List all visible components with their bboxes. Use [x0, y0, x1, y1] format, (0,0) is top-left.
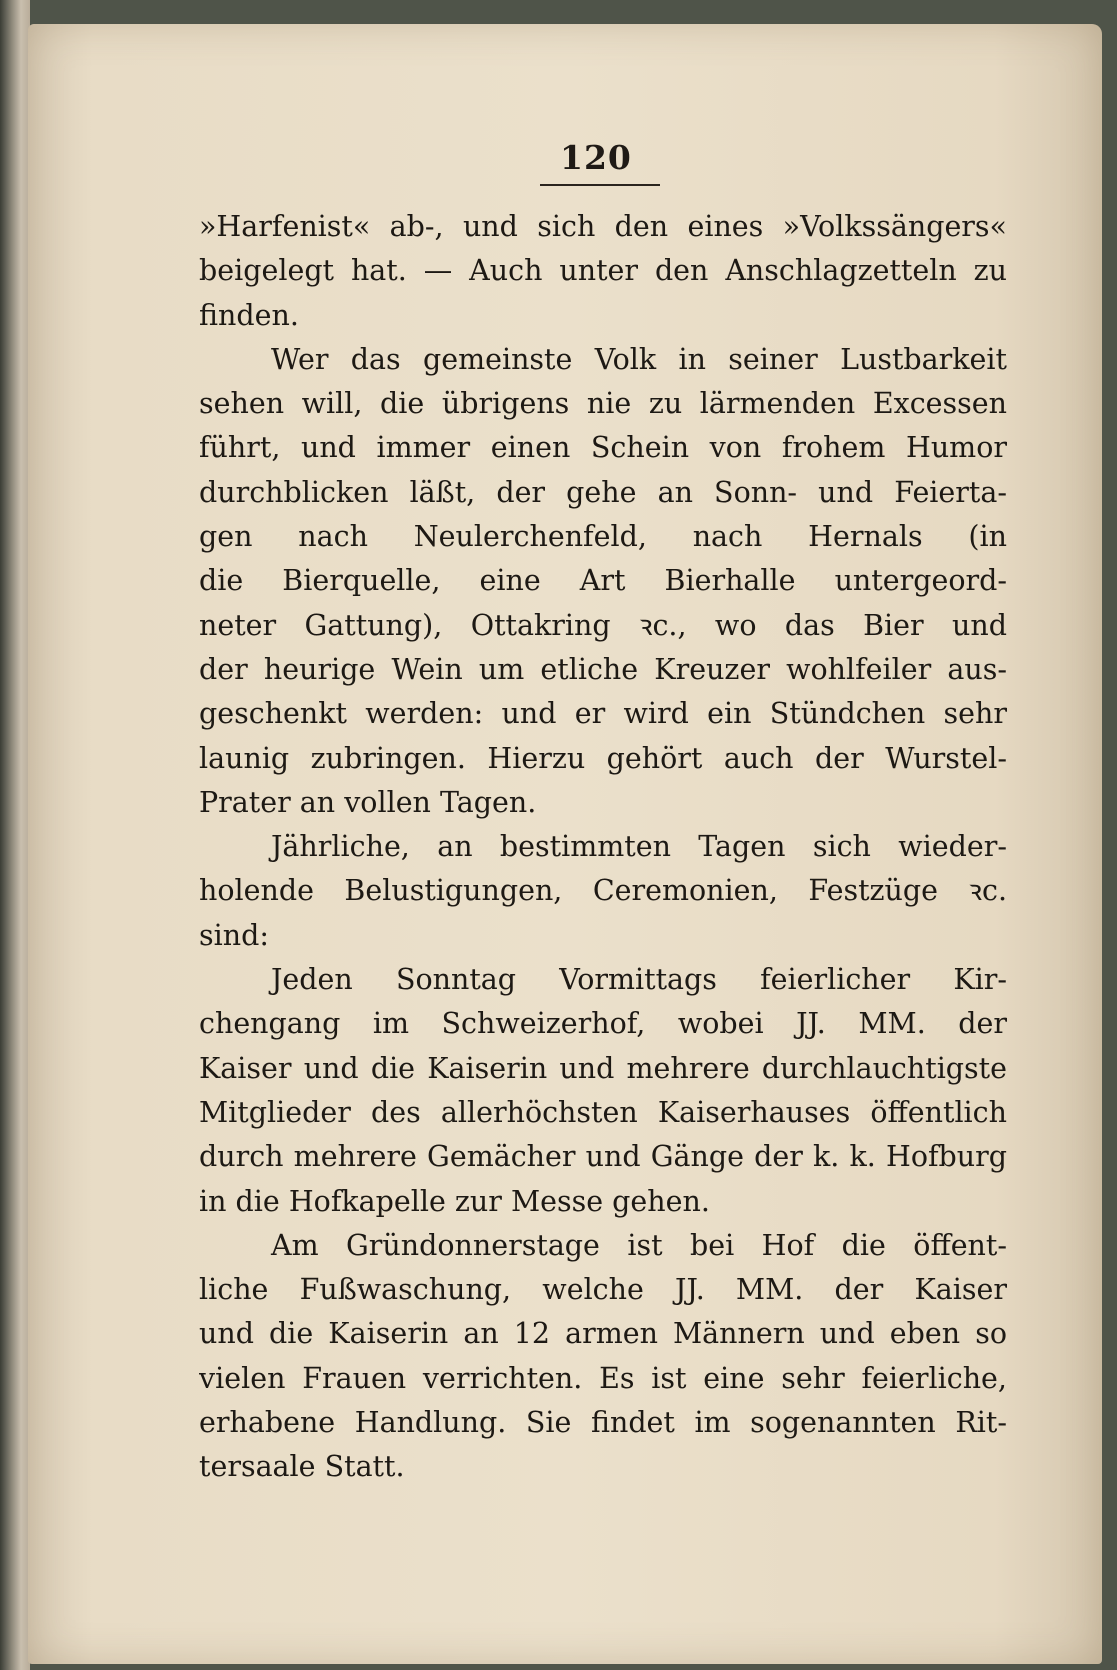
text-line: Wer das gemeinste Volk in seiner Lustbarkeit [271, 342, 1007, 376]
text-line: finden. [199, 298, 299, 332]
text-line: Prater an vollen Tagen. [199, 785, 537, 819]
text-line: gen nach Neulerchenfeld, nach Hernals (in [199, 520, 1007, 554]
text-line: Jährliche, an bestimmten Tagen sich wieder- [271, 830, 1007, 864]
text-line: Kaiser und die Kaiserin und mehrere durchlauchtigste [199, 1051, 1007, 1085]
adjacent-page-edge [0, 0, 30, 1670]
text-line: führt, und immer einen Schein von frohem Humor [199, 431, 1007, 465]
text-line: die Bierquelle, eine Art Bierhalle untergeord- [199, 564, 1007, 598]
text-line: holende Belustigungen, Ceremonien, Festzüge ꝛc. [199, 874, 1007, 908]
text-line: vielen Frauen verrichten. Es ist eine sehr feierliche, [199, 1361, 1007, 1395]
text-line: der heurige Wein um etliche Kreuzer wohlfeiler aus- [199, 652, 1007, 686]
text-line: launig zubringen. Hierzu gehört auch der Wurstel- [199, 741, 1007, 775]
header-rule [540, 184, 660, 186]
body-text [199, 205, 1007, 1490]
text-line: Am Gründonnerstage ist bei Hof die öffent- [271, 1228, 1007, 1262]
text-line: beigelegt hat. — Auch unter den Anschlagzetteln zu [199, 254, 1007, 288]
text-line: geschenkt werden: und er wird ein Stündchen sehr [199, 697, 1007, 731]
text-line: liche Fußwaschung, welche JJ. MM. der Kaiser [199, 1273, 1007, 1307]
text-line: durch mehrere Gemächer und Gänge der k. k. Hofburg [199, 1140, 1007, 1174]
text-line: Mitglieder des allerhöchsten Kaiserhauses öffentlich [199, 1095, 1007, 1129]
text-line: Jeden Sonntag Vormittags feierlicher Kir- [271, 963, 1007, 997]
text-line: neter Gattung), Ottakring ꝛc., wo das Bier und [199, 608, 1007, 642]
text-line: in die Hofkapelle zur Messe gehen. [199, 1184, 710, 1218]
text-line: tersaale Statt. [199, 1450, 405, 1484]
text-line: sind: [199, 918, 269, 952]
text-line: »Harfenist« ab-, und sich den eines »Volkssängers« [199, 210, 1007, 243]
text-line: durchblicken läßt, der gehe an Sonn- und Feierta- [199, 475, 1007, 509]
page-number: 120 [560, 138, 632, 177]
text-line: erhabene Handlung. Sie findet im sogenannten Rit- [199, 1406, 1007, 1440]
text-line: und die Kaiserin an 12 armen Männern und eben so [199, 1317, 1007, 1351]
text-line: chengang im Schweizerhof, wobei JJ. MM. der [199, 1007, 1007, 1041]
text-line: sehen will, die übrigens nie zu lärmenden Excessen [199, 387, 1007, 421]
